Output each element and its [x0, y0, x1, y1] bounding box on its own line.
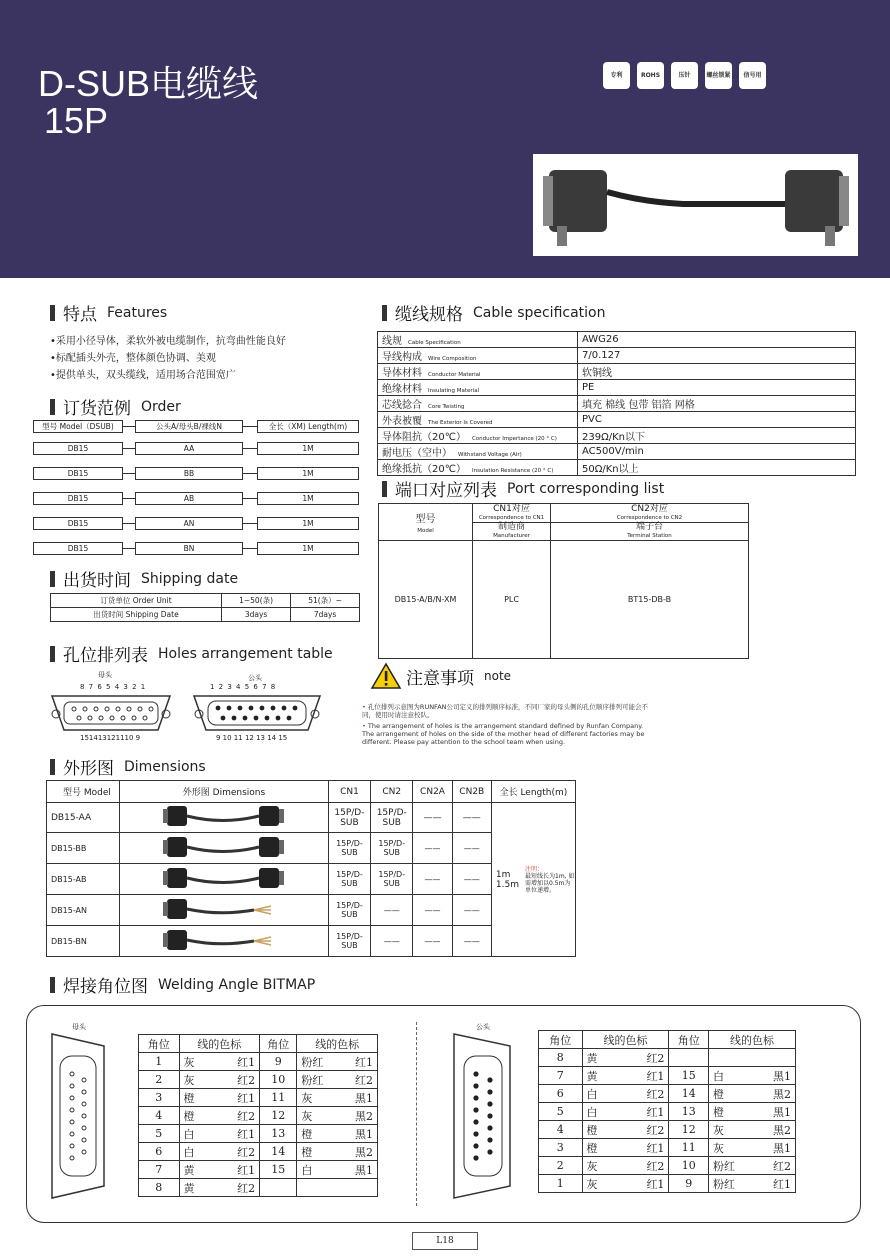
cable-spec-heading: 缆线规格 Cable specification [382, 300, 606, 325]
cable-drawing [120, 833, 329, 864]
welding-female-label: 母头 [72, 1023, 86, 1031]
male-pin-table [538, 1030, 796, 1193]
welding-heading: 焊接角位图 Welding Angle BITMAP [50, 972, 315, 997]
length-note-title: 注明： [525, 865, 544, 873]
spec-row: 外表被覆 The Exterior Is Covered PVC [378, 412, 856, 428]
female-label: 母头 [98, 671, 112, 679]
dimensions-table: 型号 Model 外形图 Dimensions CN1 CN2 CN2A CN2B 全长 Length(m) DB15-AA 15P/D-SUB 15P/D-SUB —— —— 1m 1.5m 注明： 最短线长为1m, 如需增加以0.5m为单位递增。 DB15-BB 15P/D-SUB 15P/D-SUB —— —— DB15-AB 15P/D-SUB 15P/D-SUB —— —— DB15-AN 15P/D-SUB —— —— —— DB15-BN 15P/D-SUB —— —— —— [46, 780, 576, 957]
dimension-row: DB15-AB 15P/D-SUB 15P/D-SUB —— —— [47, 864, 576, 895]
male-label: 公头 [248, 674, 262, 682]
shipping-heading: 出货时间 Shipping date [50, 566, 238, 591]
male-connector-diagram [190, 692, 324, 738]
spec-row: 绝缘材料 Insulating Material PE [378, 380, 856, 396]
length-values: 1m 1.5m [495, 869, 519, 890]
page-title: D-SUB电缆线 [38, 63, 259, 104]
weld-row: 4 橙 红2 12 灰 黑2 [539, 1121, 796, 1139]
length-note: 最短线长为1m, 如需增加以0.5m为单位递增。 [525, 872, 575, 894]
rohs-badge: ROHS [637, 62, 664, 89]
weld-row: 1 灰 红1 9 粉红 红1 [139, 1053, 378, 1071]
feature-item: •标配插头外壳，整体颜色协调、美观 [50, 353, 216, 364]
weld-row: 3 橙 红1 11 灰 黑1 [139, 1089, 378, 1107]
shipping-table: 订货单位 Order Unit 1~50(条) 51(条）~ 出货时间 Shipping Date 3days 7days [50, 593, 360, 622]
weld-row: 8 黄 红2 [539, 1049, 796, 1067]
dimension-row: DB15-AN 15P/D-SUB —— —— —— [47, 895, 576, 926]
product-photo [533, 154, 858, 256]
weld-row: 7 黄 红1 15 白 黑1 [139, 1161, 378, 1179]
spec-row: 导体阻抗（20℃） Conductor Impertance (20 ° C) 239Ω/Kn以下 [378, 428, 856, 444]
length-cell [491, 803, 575, 957]
female-top-numbers: 8 7 6 5 4 3 2 1 [80, 683, 147, 691]
welding-divider [416, 1022, 417, 1206]
female-bottom-numbers: 151413121110 9 [80, 734, 141, 742]
spec-row: 线规 Cable Specification AWG26 [378, 332, 856, 348]
order-row: DB15 BN 1M [33, 542, 361, 555]
patent-badge: 专利 [603, 62, 630, 89]
order-heading: 订货范例 Order [50, 394, 181, 419]
order-row: DB15 AB 1M [33, 492, 361, 505]
weld-row: 6 白 红2 14 橙 黑2 [539, 1085, 796, 1103]
holes-heading: 孔位排列表 Holes arrangement table [50, 641, 333, 666]
feature-item: •采用小径导体，柔软外被电缆制作，抗弯曲性能良好 [50, 336, 286, 347]
warning-icon [370, 662, 402, 690]
dimensions-heading: 外形图 Dimensions [50, 754, 206, 779]
spec-row: 导体材料 Conductor Material 软铜线 [378, 364, 856, 380]
cable-spec-table [377, 331, 856, 476]
features-list [50, 333, 286, 384]
spec-row: 导线构成 Wire Composition 7/0.127 [378, 348, 856, 364]
cable-drawing [120, 803, 329, 833]
screw-lock-badge: 螺丝锁紧 [705, 62, 732, 89]
order-row: DB15 AA 1M [33, 442, 361, 455]
weld-row: 3 橙 红1 11 灰 黑1 [539, 1139, 796, 1157]
port-heading: 端口对应列表 Port corresponding list [382, 476, 664, 501]
dimension-row: DB15-BN 15P/D-SUB —— —— —— [47, 926, 576, 957]
cable-drawing [120, 926, 329, 957]
features-heading: 特点 Features [50, 300, 167, 325]
male-bottom-numbers: 9 10 11 12 13 14 15 [216, 734, 288, 742]
weld-row: 1 灰 红1 9 粉红 红1 [539, 1175, 796, 1193]
female-connector-diagram [48, 692, 174, 738]
weld-row: 6 白 红2 14 橙 黑2 [139, 1143, 378, 1161]
badge-row [603, 62, 766, 89]
press-pin-badge: 压针 [671, 62, 698, 89]
weld-header-row: 角位 线的色标 角位 线的色标 [139, 1035, 378, 1053]
male-vertical-diagram [450, 1030, 514, 1206]
spec-row: 芯线捻合 Core Twisting 填充 棉线 包带 铝箔 网格 [378, 396, 856, 412]
weld-row: 2 灰 红2 10 粉红 红2 [539, 1157, 796, 1175]
feature-item: •提供单头，双头缆线，适用场合范围宽广 [50, 370, 236, 381]
weld-row: 2 灰 红2 10 粉红 红2 [139, 1071, 378, 1089]
weld-row: 5 白 红1 13 橙 黑1 [139, 1125, 378, 1143]
female-pin-table [138, 1034, 378, 1197]
weld-header-row: 角位 线的色标 角位 线的色标 [539, 1031, 796, 1049]
signal-badge: 信号用 [739, 62, 766, 89]
welding-male-label: 公头 [476, 1023, 490, 1031]
female-vertical-diagram [48, 1030, 108, 1206]
weld-row: 7 黄 红1 15 白 黑1 [539, 1067, 796, 1085]
spec-row: 耐电压（空中） Withstand Voltage (Air) AC500V/min [378, 444, 856, 460]
port-table: 型号 Model CN1对应 Correspondence to CN1 CN2对应 Correspondence to CN2 制造商 Manufacturer 端子台 Terminal Station DB15-A/B/N-XM PLC BT15-DB-B [378, 503, 749, 659]
dimension-row: DB15-AA 15P/D-SUB 15P/D-SUB —— —— 1m 1.5m 注明： 最短线长为1m, 如需增加以0.5m为单位递增。 [47, 803, 576, 833]
note-text: • 孔位排列示意图为RUNFAN公司定义的排列顺序标准，不同厂家的母头侧的孔位顺序排列可能会不同，使用时请注意校队。 • The arrangement of holes is the arrangement standard defined by Runfan Company. The arrangement of holes on the side of the mother head of different factories may be different. Please pay attention to the school team when using. [362, 703, 649, 746]
weld-row: 4 橙 红2 12 灰 黑2 [139, 1107, 378, 1125]
cable-drawing [120, 895, 329, 926]
order-row: DB15 BB 1M [33, 467, 361, 480]
weld-row: 5 白 红1 13 橙 黑1 [539, 1103, 796, 1121]
note-heading: 注意事项 note [370, 662, 511, 690]
order-header: 型号 Model（DSUB) 公头A/母头B/裸线N 全长（XM) Length(m) [33, 420, 361, 433]
page-number: L18 [412, 1232, 478, 1250]
weld-row: 8 黄 红2 [139, 1179, 378, 1197]
cable-drawing [120, 864, 329, 895]
order-row: DB15 AN 1M [33, 517, 361, 530]
male-top-numbers: 1 2 3 4 5 6 7 8 [210, 683, 277, 691]
page-subtitle: 15P [44, 100, 109, 141]
dimension-row: DB15-BB 15P/D-SUB 15P/D-SUB —— —— [47, 833, 576, 864]
spec-row: 绝缘抵抗（20℃） Insulation Resistance (20 ° C) 50Ω/Kn以上 [378, 460, 856, 476]
